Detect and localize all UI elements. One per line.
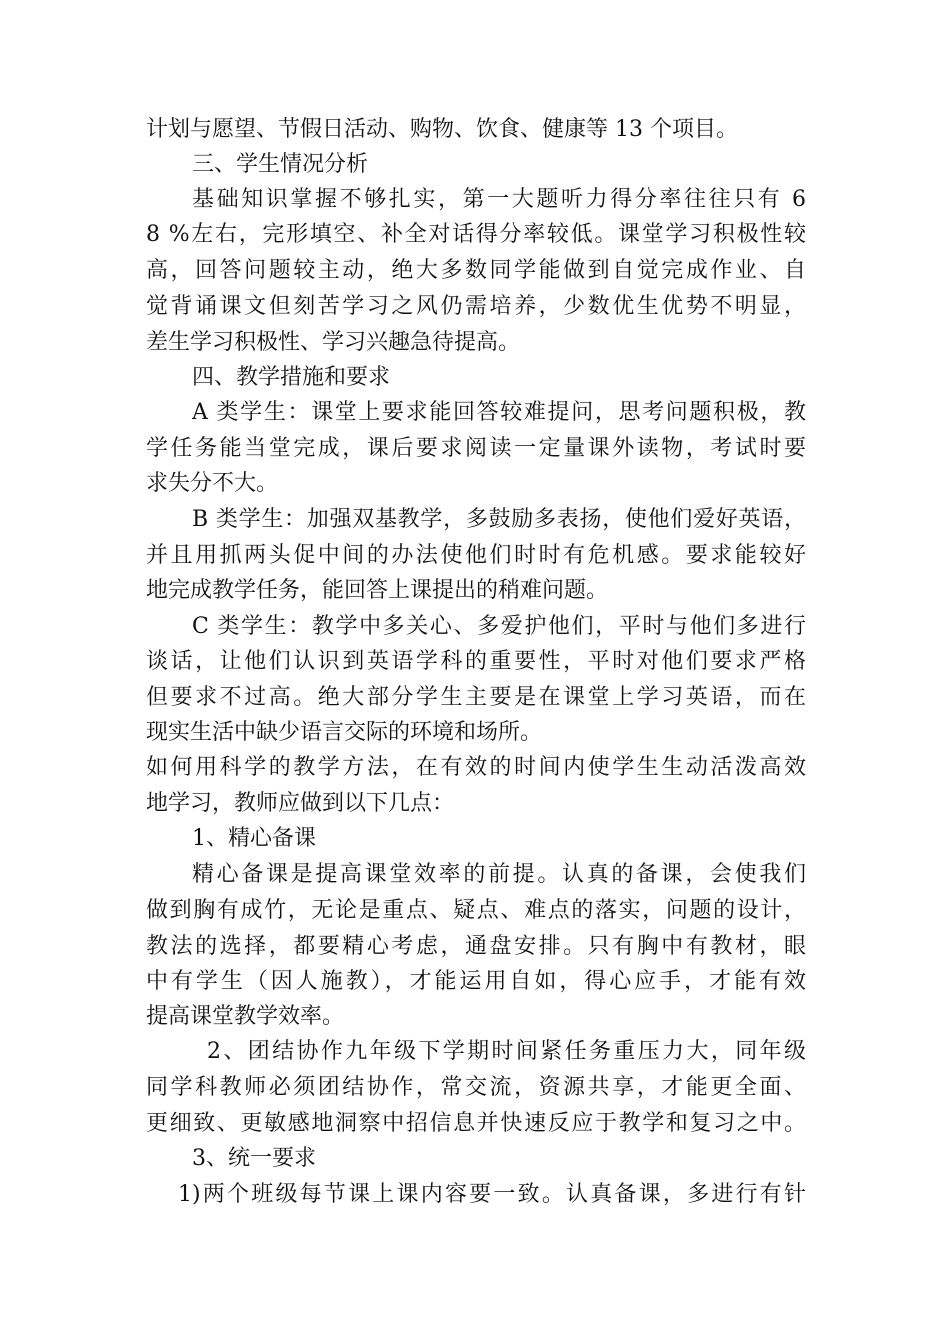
- text-line: 差生学习积极性、学习兴趣急待提高。: [146, 330, 521, 355]
- section-heading: 1、精心备课: [192, 826, 316, 851]
- text-line: 如何用科学的教学方法，在有效的时间内使学生生动活泼高效: [146, 755, 806, 780]
- text-line: A 类学生：课堂上要求能回答较难提问，思考问题积极，教: [192, 400, 806, 425]
- section-heading: 四、教学措施和要求: [192, 365, 391, 390]
- text-line: 地完成教学任务，能回答上课提出的稍难问题。: [146, 578, 609, 603]
- text-line: 学任务能当堂完成，课后要求阅读一定量课外读物，考试时要: [146, 436, 806, 461]
- text-line: 求失分不大。: [146, 471, 279, 496]
- text-line: 高，回答问题较主动，绝大多数同学能做到自觉完成作业、自: [146, 258, 806, 283]
- text-line: 基础知识掌握不够扎实，第一大题听力得分率往往只有 6: [192, 187, 806, 212]
- text-line: 计划与愿望、节假日活动、购物、饮食、健康等 13 个项目。: [146, 117, 738, 142]
- text-line: 但要求不过高。绝大部分学生主要是在课堂上学习英语，而在: [146, 685, 806, 710]
- text-line: 现实生活中缺少语言交际的环境和场所。: [146, 720, 543, 745]
- text-line: C 类学生：教学中多关心、多爱护他们，平时与他们多进行: [192, 614, 806, 639]
- text-line: 觉背诵课文但刻苦学习之风仍需培养，少数优生优势不明显，: [146, 294, 806, 319]
- text-line: 提高课堂教学效率。: [146, 1004, 345, 1029]
- text-line: 谈话，让他们认识到英语学科的重要性，平时对他们要求严格: [146, 649, 806, 674]
- text-line: 1)两个班级每节课上课内容要一致。认真备课，多进行有针: [178, 1182, 806, 1207]
- text-line: 教法的选择，都要精心考虑，通盘安排。只有胸中有教材，眼: [146, 934, 806, 959]
- text-line: 中有学生（因人施教），才能运用自如，得心应手，才能有效: [146, 969, 806, 994]
- text-line: 8 %左右，完形填空、补全对话得分率较低。课堂学习积极性较: [146, 222, 806, 247]
- text-line: 2、团结协作九年级下学期时间紧任务重压力大，同年级: [207, 1039, 806, 1064]
- text-line: 做到胸有成竹，无论是重点、疑点、难点的落实，问题的设计，: [146, 898, 806, 923]
- text-line: B 类学生：加强双基教学，多鼓励多表扬，使他们爱好英语，: [192, 507, 806, 532]
- section-heading: 三、学生情况分析: [192, 152, 369, 177]
- section-heading: 3、统一要求: [192, 1146, 316, 1171]
- text-line: 精心备课是提高课堂效率的前提。认真的备课，会使我们: [192, 862, 806, 887]
- text-line: 更细致、更敏感地洞察中招信息并快速反应于教学和复习之中。: [146, 1111, 806, 1136]
- text-line: 地学习，教师应做到以下几点：: [146, 791, 455, 816]
- text-line: 同学科教师必须团结协作，常交流，资源共享，才能更全面、: [146, 1075, 806, 1100]
- text-line: 并且用抓两头促中间的办法使他们时时有危机感。要求能较好: [146, 543, 806, 568]
